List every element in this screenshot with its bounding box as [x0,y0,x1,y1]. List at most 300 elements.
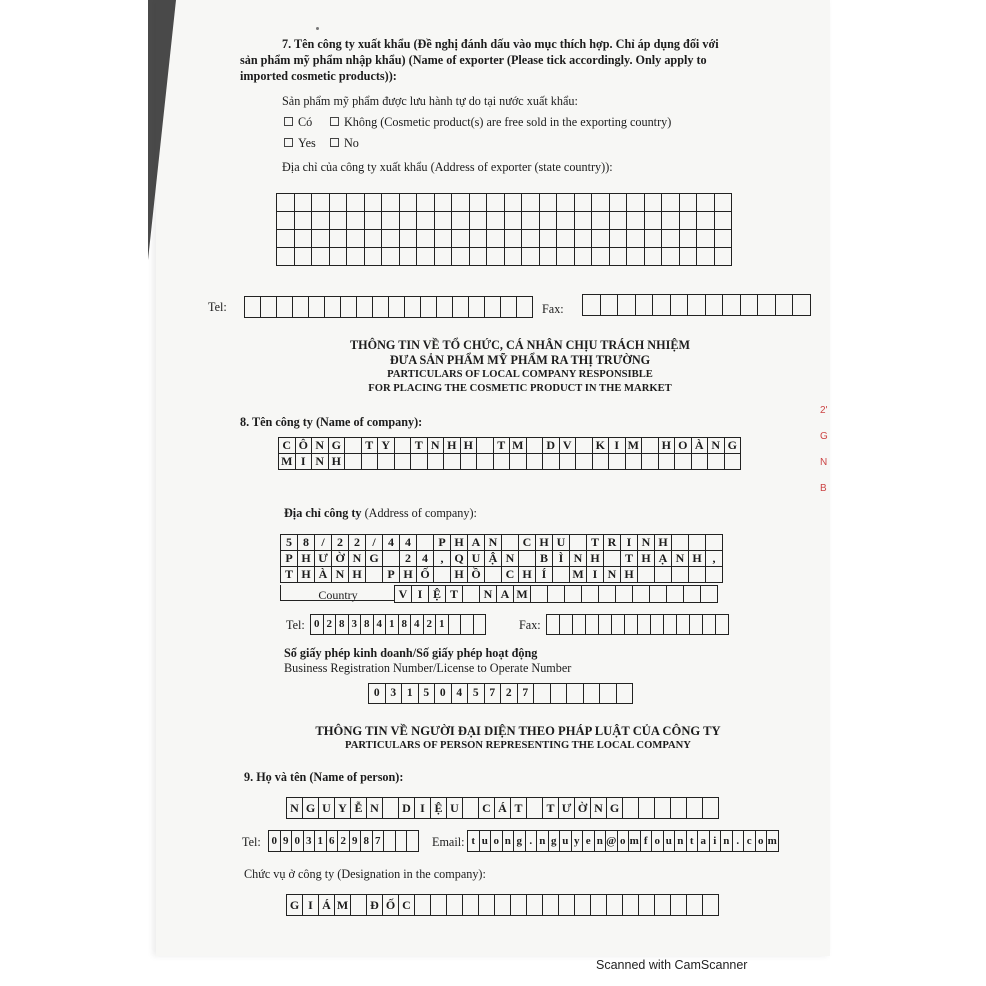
char-box[interactable]: G [329,438,346,454]
char-box[interactable]: . [526,831,538,851]
char-box[interactable] [701,586,718,602]
char-box[interactable]: U [319,798,335,818]
char-box[interactable] [592,212,610,230]
char-box[interactable]: o [756,831,768,851]
char-box[interactable]: 2 [324,615,337,634]
exporter-tel-field[interactable] [244,296,533,318]
char-box[interactable] [417,535,434,551]
char-box[interactable] [295,248,313,266]
char-box[interactable] [347,212,365,230]
char-box[interactable]: 3 [349,615,362,634]
char-box[interactable]: H [451,535,468,551]
char-box[interactable]: N [312,454,329,470]
char-box[interactable]: / [366,535,383,551]
char-box[interactable]: V [395,586,412,602]
char-box[interactable] [664,615,677,634]
char-box[interactable]: y [572,831,584,851]
char-box[interactable] [548,586,565,602]
char-box[interactable] [553,567,570,583]
char-box[interactable] [463,895,479,915]
char-box[interactable] [487,230,505,248]
char-box[interactable] [703,615,716,634]
char-box[interactable] [511,895,527,915]
char-box[interactable]: I [415,798,431,818]
char-box[interactable]: I [621,535,638,551]
char-box[interactable] [617,684,634,703]
char-box[interactable]: 0 [311,615,324,634]
char-box[interactable] [341,297,357,317]
char-box[interactable] [517,297,533,317]
char-box[interactable] [365,248,383,266]
char-box[interactable] [527,798,543,818]
char-box[interactable] [485,567,502,583]
char-box[interactable] [559,895,575,915]
char-box[interactable] [575,194,593,212]
char-box[interactable] [689,567,706,583]
char-box[interactable] [776,295,794,315]
char-box[interactable] [534,684,551,703]
char-box[interactable] [312,230,330,248]
char-box[interactable] [347,230,365,248]
char-box[interactable]: H [461,438,478,454]
char-box[interactable] [400,248,418,266]
char-box[interactable] [277,212,295,230]
char-box[interactable]: G [725,438,742,454]
char-box[interactable] [627,248,645,266]
char-box[interactable]: Ệ [429,586,446,602]
char-box[interactable] [741,295,759,315]
char-box[interactable] [575,230,593,248]
char-box[interactable]: 9 [350,831,362,851]
char-box[interactable]: n [721,831,733,851]
char-box[interactable] [688,295,706,315]
char-box[interactable]: Ờ [575,798,591,818]
char-box[interactable] [680,230,698,248]
char-box[interactable]: 2 [349,535,366,551]
char-box[interactable]: T [494,438,511,454]
checkbox-yes[interactable] [284,138,293,147]
char-box[interactable]: H [655,535,672,551]
char-box[interactable] [435,248,453,266]
char-box[interactable] [463,586,480,602]
char-box[interactable] [793,295,811,315]
char-box[interactable]: Ô [296,438,313,454]
char-box[interactable]: H [298,567,315,583]
char-box[interactable]: Á [495,798,511,818]
char-box[interactable] [384,831,396,851]
char-box[interactable]: / [315,535,332,551]
char-box[interactable]: c [744,831,756,851]
char-box[interactable]: , [434,551,451,567]
char-box[interactable]: H [638,551,655,567]
char-box[interactable] [671,295,689,315]
char-box[interactable] [662,248,680,266]
char-box[interactable] [434,567,451,583]
char-box[interactable] [531,586,548,602]
char-box[interactable] [428,454,445,470]
char-box[interactable]: 5 [281,535,298,551]
char-box[interactable]: o [652,831,664,851]
char-box[interactable] [452,194,470,212]
char-box[interactable] [461,454,478,470]
char-box[interactable] [706,567,723,583]
char-box[interactable] [636,295,654,315]
char-box[interactable] [505,212,523,230]
char-box[interactable] [655,567,672,583]
char-box[interactable]: Ư [315,551,332,567]
char-box[interactable]: H [659,438,676,454]
char-box[interactable]: Ậ [485,551,502,567]
char-box[interactable] [675,454,692,470]
char-box[interactable]: À [315,567,332,583]
char-box[interactable] [758,295,776,315]
char-box[interactable] [437,297,453,317]
char-box[interactable] [373,297,389,317]
char-box[interactable] [435,230,453,248]
char-box[interactable]: C [399,895,415,915]
char-box[interactable] [477,454,494,470]
char-box[interactable] [680,212,698,230]
option-co[interactable] [284,115,312,129]
char-box[interactable]: u [560,831,572,851]
char-box[interactable]: Y [335,798,351,818]
char-box[interactable]: N [570,551,587,567]
char-box[interactable] [245,297,261,317]
char-box[interactable]: 7 [518,684,535,703]
char-box[interactable]: H [329,454,346,470]
char-box[interactable]: N [332,567,349,583]
char-box[interactable]: M [335,895,351,915]
char-box[interactable]: H [400,567,417,583]
char-box[interactable] [610,230,628,248]
char-box[interactable] [519,551,536,567]
char-box[interactable]: T [411,438,428,454]
char-box[interactable] [625,615,638,634]
char-box[interactable] [706,535,723,551]
char-box[interactable] [540,230,558,248]
char-box[interactable] [639,895,655,915]
char-box[interactable]: B [536,551,553,567]
char-box[interactable] [616,586,633,602]
char-box[interactable]: i [710,831,722,851]
char-box[interactable] [672,567,689,583]
char-box[interactable] [591,895,607,915]
char-box[interactable]: T [543,798,559,818]
char-box[interactable]: Ễ [351,798,367,818]
char-box[interactable] [607,895,623,915]
char-box[interactable] [547,615,560,634]
char-box[interactable]: u [664,831,676,851]
char-box[interactable] [487,212,505,230]
char-box[interactable] [604,551,621,567]
char-box[interactable]: 1 [436,615,449,634]
char-box[interactable] [623,798,639,818]
char-box[interactable] [662,194,680,212]
person-tel-field[interactable] [268,830,419,852]
char-box[interactable]: N [428,438,445,454]
option-yes[interactable] [284,136,316,150]
char-box[interactable] [447,895,463,915]
char-box[interactable] [411,454,428,470]
char-box[interactable]: À [692,438,709,454]
char-box[interactable]: H [689,551,706,567]
char-box[interactable]: 0 [435,684,452,703]
char-box[interactable]: C [519,535,536,551]
char-box[interactable] [312,212,330,230]
person-name-field[interactable] [286,797,719,819]
option-no[interactable] [330,136,359,150]
char-box[interactable] [570,535,587,551]
char-box[interactable] [659,454,676,470]
char-box[interactable] [557,194,575,212]
char-box[interactable]: 4 [374,615,387,634]
char-box[interactable]: 3 [386,684,403,703]
char-box[interactable] [449,615,462,634]
char-box[interactable] [277,194,295,212]
char-box[interactable]: H [298,551,315,567]
char-box[interactable]: t [687,831,699,851]
char-box[interactable] [653,295,671,315]
char-box[interactable] [277,297,293,317]
char-box[interactable]: n [675,831,687,851]
char-box[interactable] [452,230,470,248]
char-box[interactable] [697,194,715,212]
char-box[interactable] [293,297,309,317]
char-box[interactable] [365,212,383,230]
char-box[interactable]: n [503,831,515,851]
char-box[interactable] [522,194,540,212]
exporter-address-grid[interactable] [276,193,732,266]
char-box[interactable]: 1 [386,615,399,634]
char-box[interactable] [543,895,559,915]
char-box[interactable] [677,615,690,634]
char-box[interactable] [527,438,544,454]
char-box[interactable] [725,454,742,470]
char-box[interactable]: G [607,798,623,818]
option-khong[interactable] [330,115,671,129]
char-box[interactable] [485,297,501,317]
checkbox-khong[interactable] [330,117,339,126]
char-box[interactable]: U [553,535,570,551]
char-box[interactable] [715,194,733,212]
char-box[interactable] [400,230,418,248]
char-box[interactable] [400,212,418,230]
char-box[interactable]: G [366,551,383,567]
char-box[interactable] [715,212,733,230]
char-box[interactable] [610,194,628,212]
char-box[interactable] [684,586,701,602]
char-box[interactable]: u [480,831,492,851]
char-box[interactable]: 6 [327,831,339,851]
person-email-field[interactable] [467,830,779,852]
company-tel-field[interactable] [310,614,486,635]
char-box[interactable]: T [446,586,463,602]
char-box[interactable]: 4 [411,615,424,634]
exporter-fax-field[interactable] [582,294,811,316]
char-box[interactable] [540,248,558,266]
char-box[interactable]: Á [319,895,335,915]
char-box[interactable] [680,248,698,266]
char-box[interactable]: Ệ [431,798,447,818]
char-box[interactable] [690,615,703,634]
char-box[interactable]: A [497,586,514,602]
char-box[interactable]: 4 [417,551,434,567]
char-box[interactable]: R [604,535,621,551]
char-box[interactable] [330,212,348,230]
char-box[interactable] [551,684,568,703]
char-box[interactable]: D [399,798,415,818]
char-box[interactable] [382,212,400,230]
char-box[interactable] [501,297,517,317]
char-box[interactable] [592,230,610,248]
char-box[interactable] [642,438,659,454]
char-box[interactable] [650,586,667,602]
char-box[interactable] [680,194,698,212]
char-box[interactable]: 8 [298,535,315,551]
char-box[interactable]: 1 [315,831,327,851]
char-box[interactable]: Đ [367,895,383,915]
char-box[interactable] [330,230,348,248]
char-box[interactable] [557,230,575,248]
char-box[interactable] [697,212,715,230]
char-box[interactable]: V [560,438,577,454]
char-box[interactable]: N [349,551,366,567]
char-box[interactable]: T [281,567,298,583]
char-box[interactable] [662,230,680,248]
char-box[interactable] [560,454,577,470]
char-box[interactable] [309,297,325,317]
char-box[interactable] [452,248,470,266]
char-box[interactable] [655,798,671,818]
char-box[interactable]: t [468,831,480,851]
char-box[interactable] [330,248,348,266]
char-box[interactable]: 2 [338,831,350,851]
char-box[interactable]: N [287,798,303,818]
char-box[interactable] [638,615,651,634]
checkbox-co[interactable] [284,117,293,126]
char-box[interactable]: C [502,567,519,583]
char-box[interactable] [382,194,400,212]
char-box[interactable] [477,438,494,454]
char-box[interactable]: H [621,567,638,583]
char-box[interactable]: m [629,831,641,851]
char-box[interactable] [487,248,505,266]
company-address-grid[interactable] [280,534,723,583]
char-box[interactable]: I [303,895,319,915]
char-box[interactable]: o [491,831,503,851]
char-box[interactable]: O [675,438,692,454]
char-box[interactable] [687,798,703,818]
char-box[interactable]: M [570,567,587,583]
char-box[interactable] [383,798,399,818]
char-box[interactable] [618,295,636,315]
char-box[interactable] [633,586,650,602]
char-box[interactable]: 4 [400,535,417,551]
char-box[interactable] [651,615,664,634]
char-box[interactable] [575,895,591,915]
company-name-grid[interactable] [278,437,741,470]
char-box[interactable] [345,438,362,454]
char-box[interactable] [576,438,593,454]
char-box[interactable] [396,831,408,851]
char-box[interactable]: 2 [332,535,349,551]
char-box[interactable] [295,230,313,248]
char-box[interactable]: n [595,831,607,851]
char-box[interactable]: M [626,438,643,454]
char-box[interactable]: Y [378,438,395,454]
checkbox-no[interactable] [330,138,339,147]
char-box[interactable]: N [638,535,655,551]
char-box[interactable] [689,535,706,551]
char-box[interactable] [325,297,341,317]
char-box[interactable] [453,297,469,317]
char-box[interactable] [592,194,610,212]
char-box[interactable]: 7 [373,831,385,851]
char-box[interactable] [703,798,719,818]
char-box[interactable]: 2 [501,684,518,703]
char-box[interactable] [592,248,610,266]
char-box[interactable]: Ạ [655,551,672,567]
char-box[interactable] [495,895,511,915]
char-box[interactable]: P [383,567,400,583]
char-box[interactable] [415,895,431,915]
brn-field[interactable] [368,683,633,704]
char-box[interactable] [716,615,729,634]
char-box[interactable] [583,295,601,315]
char-box[interactable]: N [708,438,725,454]
char-box[interactable]: H [451,567,468,583]
char-box[interactable]: M [510,438,527,454]
char-box[interactable]: Ố [417,567,434,583]
char-box[interactable] [470,212,488,230]
char-box[interactable] [510,454,527,470]
char-box[interactable] [667,586,684,602]
char-box[interactable]: I [609,438,626,454]
char-box[interactable] [366,567,383,583]
char-box[interactable]: P [281,551,298,567]
char-box[interactable]: m [767,831,779,851]
char-box[interactable]: 4 [452,684,469,703]
char-box[interactable] [470,194,488,212]
char-box[interactable]: T [511,798,527,818]
char-box[interactable]: 8 [361,615,374,634]
char-box[interactable]: 8 [361,831,373,851]
char-box[interactable] [723,295,741,315]
char-box[interactable] [715,248,733,266]
char-box[interactable]: G [303,798,319,818]
char-box[interactable] [312,194,330,212]
char-box[interactable] [575,248,593,266]
char-box[interactable]: 2 [424,615,437,634]
char-box[interactable] [479,895,495,915]
char-box[interactable] [697,248,715,266]
char-box[interactable]: 4 [383,535,400,551]
char-box[interactable]: f [641,831,653,851]
char-box[interactable] [671,798,687,818]
char-box[interactable] [584,684,601,703]
char-box[interactable]: H [587,551,604,567]
char-box[interactable]: 0 [369,684,386,703]
char-box[interactable]: H [519,567,536,583]
char-box[interactable]: 8 [336,615,349,634]
char-box[interactable]: I [412,586,429,602]
char-box[interactable]: g [549,831,561,851]
char-box[interactable]: M [514,586,531,602]
char-box[interactable]: I [296,454,313,470]
char-box[interactable] [557,212,575,230]
char-box[interactable] [708,454,725,470]
char-box[interactable]: P [434,535,451,551]
